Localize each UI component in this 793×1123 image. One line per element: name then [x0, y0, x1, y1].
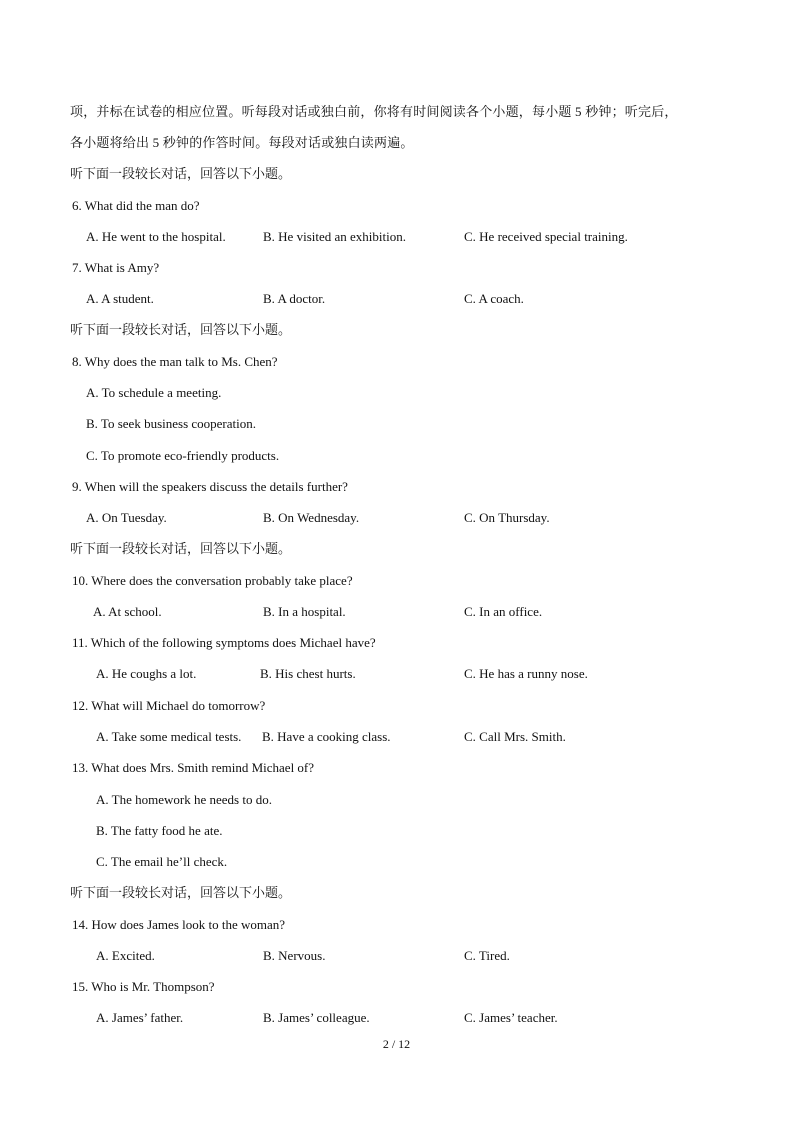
- question-11-stem: 11. Which of the following symptoms does Michael have?: [72, 635, 376, 650]
- question-13-stem: 13. What does Mrs. Smith remind Michael of?: [72, 760, 315, 775]
- question-10-option-c: C. In an office.: [464, 604, 543, 619]
- question-9-stem: 9. When will the speakers discuss the details further?: [72, 479, 348, 494]
- question-6-stem: 6. What did the man do?: [72, 198, 200, 213]
- question-10-stem: 10. Where does the conversation probably take place?: [72, 573, 353, 588]
- section-heading: 听下面一段较长对话，回答以下小题。: [70, 541, 292, 556]
- section-heading: 听下面一段较长对话，回答以下小题。: [70, 885, 292, 900]
- question-10-option-a: A. At school.: [93, 604, 162, 619]
- question-6-option-a: A. He went to the hospital.: [86, 229, 226, 244]
- question-12-option-c: C. Call Mrs. Smith.: [464, 729, 566, 744]
- instruction-line-1: 项，并标在试卷的相应位置。听每段对话或独白前，你将有时间阅读各个小题，每小题 5 秒钟；听完后，: [70, 104, 678, 119]
- question-15-option-a: A. James’ father.: [96, 1010, 184, 1025]
- question-13-option-c: C. The email he’ll check.: [96, 854, 228, 869]
- question-7-option-a: A. A student.: [86, 291, 154, 306]
- question-13-option-a: A. The homework he needs to do.: [96, 792, 272, 807]
- question-14-option-a: A. Excited.: [96, 948, 155, 963]
- question-12-stem: 12. What will Michael do tomorrow?: [72, 698, 266, 713]
- question-8-option-c: C. To promote eco-friendly products.: [86, 448, 280, 463]
- question-15-option-b: B. James’ colleague.: [263, 1010, 370, 1025]
- question-9-option-b: B. On Wednesday.: [263, 510, 360, 525]
- question-14-option-c: C. Tired.: [464, 948, 510, 963]
- question-9-option-c: C. On Thursday.: [464, 510, 550, 525]
- question-7-option-b: B. A doctor.: [263, 291, 326, 306]
- section-heading: 听下面一段较长对话，回答以下小题。: [70, 166, 292, 181]
- question-12-option-a: A. Take some medical tests.: [96, 729, 242, 744]
- question-7-stem: 7. What is Amy?: [72, 260, 160, 275]
- page-number: 2 / 12: [382, 1037, 411, 1051]
- question-8-option-a: A. To schedule a meeting.: [86, 385, 222, 400]
- question-15-stem: 15. Who is Mr. Thompson?: [72, 979, 215, 994]
- question-8-stem: 8. Why does the man talk to Ms. Chen?: [72, 354, 278, 369]
- instruction-line-2: 各小题将给出 5 秒钟的作答时间。每段对话或独白读两遍。: [70, 135, 414, 150]
- question-11-option-a: A. He coughs a lot.: [96, 666, 197, 681]
- question-15-option-c: C. James’ teacher.: [464, 1010, 558, 1025]
- question-10-option-b: B. In a hospital.: [263, 604, 346, 619]
- question-11-option-b: B. His chest hurts.: [260, 666, 356, 681]
- question-13-option-b: B. The fatty food he ate.: [96, 823, 223, 838]
- question-11-option-c: C. He has a runny nose.: [464, 666, 588, 681]
- question-6-option-b: B. He visited an exhibition.: [263, 229, 406, 244]
- question-7-option-c: C. A coach.: [464, 291, 524, 306]
- question-6-option-c: C. He received special training.: [464, 229, 628, 244]
- question-9-option-a: A. On Tuesday.: [86, 510, 167, 525]
- question-14-option-b: B. Nervous.: [263, 948, 326, 963]
- question-14-stem: 14. How does James look to the woman?: [72, 917, 286, 932]
- section-heading: 听下面一段较长对话，回答以下小题。: [70, 322, 292, 337]
- question-8-option-b: B. To seek business cooperation.: [86, 416, 256, 431]
- question-12-option-b: B. Have a cooking class.: [262, 729, 391, 744]
